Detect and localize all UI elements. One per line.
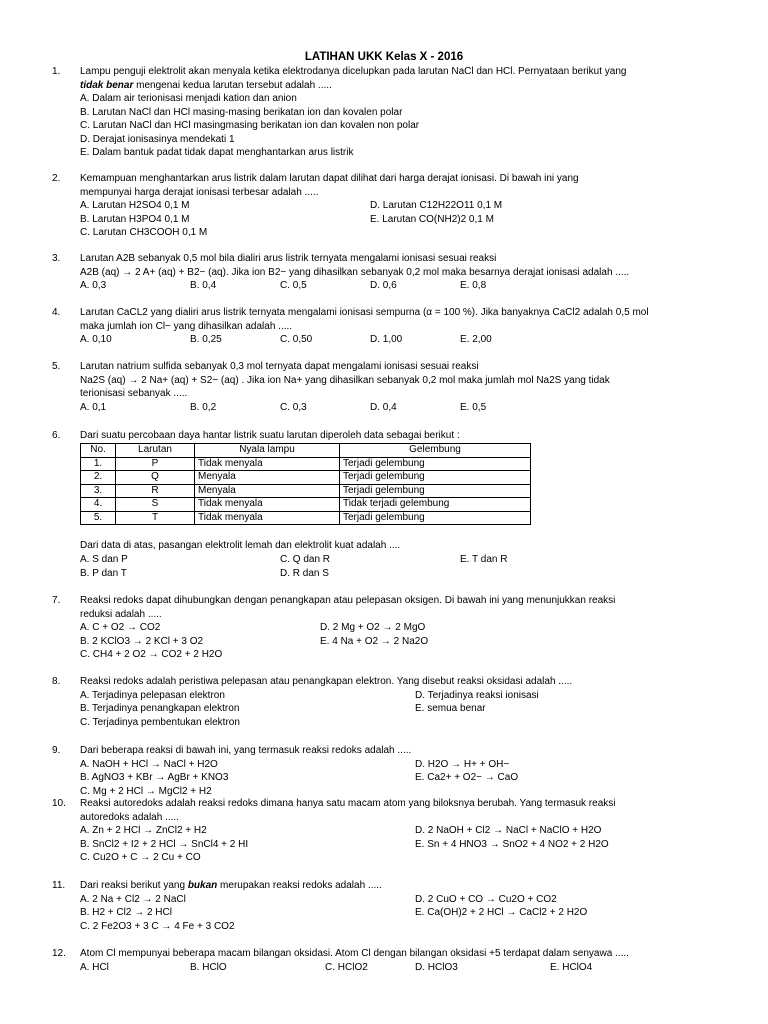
- option-b[interactable]: B. SnCl2 + I2 + 2 HCl → SnCl4 + 2 HI: [80, 838, 249, 850]
- question-stem: Reaksi redoks adalah peristiwa pelepasan atau penangkapan elektron. Yang disebut reaksi oksidasi adalah .....: [80, 676, 573, 687]
- table-header-row: [81, 444, 531, 458]
- option-c[interactable]: C. Larutan CH3COOH 0,1 M: [80, 227, 208, 238]
- option-e[interactable]: E. Ca2+ + O2− → CaO: [415, 772, 519, 783]
- table-cell: R: [116, 484, 195, 498]
- question-number: 8.: [52, 676, 61, 687]
- option-d[interactable]: D. H2O → H+ + OH−: [415, 758, 510, 770]
- table-cell: Menyala: [195, 471, 340, 485]
- option-c[interactable]: C. Mg + 2 HCl → MgCl2 + H2: [80, 785, 212, 797]
- option-a[interactable]: A. 0,1: [80, 401, 107, 413]
- option-c[interactable]: C. 0,3: [280, 401, 307, 413]
- data-table: [80, 443, 531, 525]
- option-b[interactable]: B. 2 KClO3 → 2 KCl + 3 O2: [80, 635, 204, 647]
- table-cell: Menyala: [195, 484, 340, 498]
- question-number: 9.: [52, 745, 61, 756]
- table-row: [81, 498, 531, 512]
- option-e[interactable]: E. Ca(OH)2 + 2 HCl → CaCl2 + 2 H2O: [415, 907, 588, 918]
- option-c[interactable]: C. HClO2: [325, 961, 368, 973]
- question-stem: Larutan CaCL2 yang dialiri arus listrik ternyata mengalami ionisasi sempurna (α = 100 %). Jika banyaknya CaCl2 adalah 0,5 mol maka jumlah ion Cl− yang dihasilkan adalah .....: [80, 307, 649, 332]
- option-d[interactable]: D. HClO3: [415, 961, 458, 973]
- table-cell: 3.: [81, 484, 116, 498]
- table-header: No.: [81, 444, 116, 458]
- option-a[interactable]: A. C + O2 → CO2: [80, 622, 161, 633]
- question-stem: Dari reaksi berikut yang bukan merupakan reaksi redoks adalah .....: [80, 880, 382, 891]
- question-stem: Atom Cl mempunyai beberapa macam bilangan oksidasi. Atom Cl dengan bilangan oksidasi +5 terdapat dalam senyawa .....: [80, 948, 629, 959]
- table-cell: Tidak menyala: [195, 457, 340, 471]
- table-header: Larutan: [116, 444, 195, 458]
- table-cell: T: [116, 511, 195, 525]
- question-stem: Dari beberapa reaksi di bawah ini, yang termasuk reaksi redoks adalah .....: [80, 745, 412, 756]
- option-b[interactable]: B. HClO: [190, 961, 227, 973]
- option-d[interactable]: D. 2 CuO + CO → Cu2O + CO2: [415, 893, 557, 905]
- table-cell: Tidak menyala: [195, 511, 340, 525]
- table-cell: 2.: [81, 471, 116, 485]
- option-a[interactable]: A. HCl: [80, 961, 109, 973]
- option-d[interactable]: D. R dan S: [280, 567, 329, 579]
- table-cell: Q: [116, 471, 195, 485]
- option-c[interactable]: C. Terjadinya pembentukan elektron: [80, 716, 240, 728]
- question-stem: Larutan natrium sulfida sebanyak 0,3 mol ternyata dapat mengalami ionisasi sesuai reaksi Na2S (aq) → 2 Na+ (aq) + S2− (aq) . Jika ion Na+ yang dihasilkan sebanyak 0,2 mol maka jumlah mol Na2S yang tidak terionisasi sebanyak .....: [80, 361, 610, 399]
- page-title: LATIHAN UKK Kelas X - 2016: [304, 51, 464, 63]
- question-stem: Reaksi autoredoks adalah reaksi redoks dimana hanya satu macam atom yang biloksnya berubah. Yang termasuk reaksi autoredoks adalah .....: [80, 798, 616, 823]
- table-cell: 4.: [81, 498, 116, 512]
- table-cell: 1.: [81, 457, 116, 471]
- option-b[interactable]: B. 0,25: [190, 334, 222, 345]
- option-c[interactable]: C. Q dan R: [280, 554, 331, 565]
- option-a[interactable]: A. Zn + 2 HCl → ZnCl2 + H2: [80, 825, 207, 836]
- option-c[interactable]: C. Cu2O + C → 2 Cu + CO: [80, 852, 201, 863]
- question-number: 6.: [52, 430, 61, 441]
- question-number: 11.: [52, 880, 66, 891]
- table-cell: S: [116, 498, 195, 512]
- table-cell: 5.: [81, 511, 116, 525]
- table-cell: Terjadi gelembung: [340, 471, 531, 485]
- table-row: [81, 484, 531, 498]
- option-a[interactable]: A. 0,10: [80, 334, 112, 345]
- option-a[interactable]: A. S dan P: [80, 554, 128, 565]
- table-header: Gelembung: [340, 444, 531, 458]
- table-cell: Terjadi gelembung: [340, 457, 531, 471]
- option-c[interactable]: C. 2 Fe2O3 + 3 C → 4 Fe + 3 CO2: [80, 920, 235, 932]
- option-d[interactable]: D. 0,6: [370, 280, 397, 291]
- question-number: 5.: [52, 361, 61, 372]
- option-b[interactable]: B. AgNO3 + KBr → AgBr + KNO3: [80, 772, 229, 783]
- option-e[interactable]: E. Sn + 4 HNO3 → SnO2 + 4 NO2 + 2 H2O: [415, 838, 609, 850]
- option-c[interactable]: C. 0,5: [280, 280, 307, 291]
- question-number: 10.: [52, 798, 66, 809]
- option-b[interactable]: B. Terjadinya penangkapan elektron: [80, 703, 240, 714]
- option-d[interactable]: D. Terjadinya reaksi ionisasi: [415, 689, 539, 701]
- table-cell: Terjadi gelembung: [340, 511, 531, 525]
- option-d[interactable]: D. Larutan C12H22O11 0,1 M: [370, 200, 503, 211]
- option-e[interactable]: E. semua benar: [415, 703, 486, 714]
- table-cell: Terjadi gelembung: [340, 484, 531, 498]
- option-a[interactable]: A. Terjadinya pelepasan elektron: [80, 689, 225, 701]
- table-row: [81, 511, 531, 525]
- question-stem: Larutan A2B sebanyak 0,5 mol bila dialiri arus listrik ternyata mengalami ionisasi sesuai reaksi A2B (aq) → 2 A+ (aq) + B2− (aq). Jika ion B2− yang dihasilkan sebanyak 0,2 mol maka besarnya derajat ionisasi adalah .....: [80, 253, 630, 278]
- option-c[interactable]: C. CH4 + 2 O2 → CO2 + 2 H2O: [80, 649, 223, 660]
- question-stem: Reaksi redoks dapat dihubungkan dengan penangkapan atau pelepasan oksigen. Di bawah ini yang menunjukkan reaksi reduksi adalah .....: [80, 595, 616, 620]
- option-b[interactable]: B. H2 + Cl2 → 2 HCl: [80, 907, 172, 918]
- table-cell: Tidak terjadi gelembung: [340, 498, 531, 512]
- question-number: 3.: [52, 253, 61, 264]
- table-header: Nyala lampu: [195, 444, 340, 458]
- question-stem: Dari suatu percobaan daya hantar listrik suatu larutan diperoleh data sebagai berikut :: [80, 430, 460, 441]
- option-a[interactable]: A. Larutan H2SO4 0,1 M: [80, 200, 190, 211]
- question-stem: Kemampuan menghantarkan arus listrik dalam larutan dapat dilihat dari harga derajat ionisasi. Di bawah ini yang mempunyai harga derajat ionisasi terbesar adalah .....: [80, 173, 579, 198]
- question-stem: Lampu penguji elektrolit akan menyala ketika elektrodanya dicelupkan pada larutan NaCl dan HCl. Pernyataan berikut yang tidak benar mengenai kedua larutan tersebut adalah .....: [80, 66, 627, 91]
- option-b[interactable]: B. 0,4: [190, 280, 217, 291]
- option-a[interactable]: A. NaOH + HCl → NaCl + H2O: [80, 758, 218, 770]
- option-b[interactable]: B. Larutan H3PO4 0,1 M: [80, 213, 190, 225]
- option-a[interactable]: A. 0,3: [80, 280, 107, 291]
- option-e[interactable]: E. HClO4: [550, 961, 593, 973]
- table-row: [81, 471, 531, 485]
- option-a[interactable]: A. 2 Na + Cl2 → 2 NaCl: [80, 893, 186, 905]
- question-number: 2.: [52, 173, 61, 184]
- option-d[interactable]: D. 2 Mg + O2 → 2 MgO: [320, 622, 426, 633]
- question-number: 1.: [52, 66, 61, 77]
- table-cell: P: [116, 457, 195, 471]
- table-cell: Tidak menyala: [195, 498, 340, 512]
- option-a[interactable]: A. Dalam air terionisasi menjadi kation dan anion: [80, 93, 297, 104]
- option-d[interactable]: D. Derajat ionisasinya mendekati 1: [80, 133, 235, 145]
- question-number: 7.: [52, 595, 61, 606]
- option-b[interactable]: B. P dan T: [80, 567, 127, 579]
- option-e[interactable]: E. 0,8: [460, 280, 487, 291]
- option-d[interactable]: D. 1,00: [370, 334, 403, 345]
- table-row: [81, 457, 531, 471]
- option-d[interactable]: D. 2 NaOH + Cl2 → NaCl + NaClO + H2O: [415, 825, 602, 836]
- option-e[interactable]: E. 2,00: [460, 334, 492, 345]
- question-stem-b: Dari data di atas, pasangan elektrolit lemah dan elektrolit kuat adalah ....: [80, 540, 401, 551]
- option-e[interactable]: E. Dalam bantuk padat tidak dapat menghantarkan arus listrik: [80, 147, 354, 158]
- option-e[interactable]: E. 0,5: [460, 401, 487, 413]
- option-e[interactable]: E. 4 Na + O2 → 2 Na2O: [320, 635, 429, 647]
- option-d[interactable]: D. 0,4: [370, 401, 397, 413]
- option-c[interactable]: C. Larutan NaCl dan HCl masingmasing berikatan ion dan kovalen non polar: [80, 120, 420, 131]
- option-e[interactable]: E. Larutan CO(NH2)2 0,1 M: [370, 213, 494, 225]
- question-number: 12.: [52, 948, 66, 959]
- option-b[interactable]: B. Larutan NaCl dan HCl masing-masing berikatan ion dan kovalen polar: [80, 106, 403, 118]
- question-number: 4.: [52, 307, 61, 318]
- option-b[interactable]: B. 0,2: [190, 401, 217, 413]
- option-c[interactable]: C. 0,50: [280, 334, 313, 345]
- option-e[interactable]: E. T dan R: [460, 554, 508, 565]
